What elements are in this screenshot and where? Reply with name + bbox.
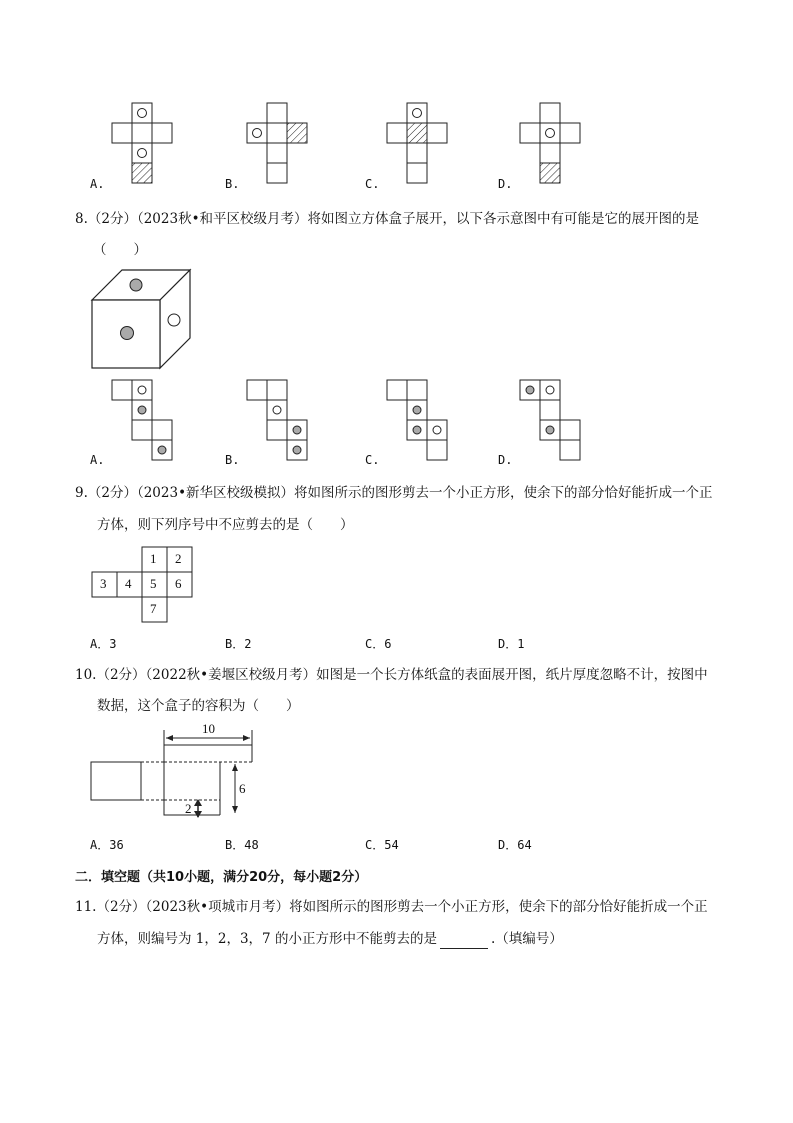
q9-cell-1: 1 xyxy=(150,551,157,566)
q7-option-b-label[interactable]: B. xyxy=(225,177,240,191)
q8-option-a-net xyxy=(112,380,182,465)
q8-option-c-net xyxy=(387,380,457,465)
q7-option-c-label[interactable]: C. xyxy=(365,177,380,191)
q7-option-a-label[interactable]: A. xyxy=(90,177,105,191)
q8-question-text: 8.（2分）（2023秋•和平区校级月考）将如图立方体盒子展开，以下各示意图中有可能是它的展开图的是 xyxy=(75,211,700,227)
q9-cell-2: 2 xyxy=(175,551,182,566)
q7-option-a-net xyxy=(110,103,190,193)
q8-option-a-label[interactable]: A. xyxy=(90,453,105,467)
q11-question-text: 11.（2分）（2023秋•项城市月考）将如图所示的图形剪去一个小正方形，使余下的部分恰好能折成一个正 xyxy=(75,899,708,915)
q11-answer-blank[interactable] xyxy=(440,934,488,949)
q9-option-d[interactable]: D．1 xyxy=(498,637,525,651)
q8-option-c-label[interactable]: C. xyxy=(365,453,380,467)
q8-question-paren: （ ） xyxy=(93,242,147,258)
q10-option-c[interactable]: C．54 xyxy=(365,838,399,852)
q9-cell-4: 4 xyxy=(125,576,132,591)
q10-box-net-figure xyxy=(88,720,263,825)
q7-option-d-label[interactable]: D. xyxy=(498,177,513,191)
q11-question-text-cont xyxy=(97,929,563,949)
q7-option-d-net xyxy=(518,103,598,193)
q8-option-d-label[interactable]: D. xyxy=(498,453,513,467)
q10-dim-top-label: 10 xyxy=(202,721,215,736)
q9-option-b[interactable]: B．2 xyxy=(225,637,252,651)
q9-cell-6: 6 xyxy=(175,576,182,591)
q11-text-pre: 方体，则编号为 1，2，3，7 的小正方形中不能剪去的是 xyxy=(97,931,437,947)
q10-question-text-cont: 数据，这个盒子的容积为（ ） xyxy=(97,698,300,714)
q7-option-c-net xyxy=(385,103,465,193)
q8-cube-figure xyxy=(90,268,200,373)
q9-option-a[interactable]: A．3 xyxy=(90,637,117,651)
q9-grid-figure xyxy=(90,545,195,625)
q9-cell-3: 3 xyxy=(100,576,107,591)
q8-option-b-label[interactable]: B. xyxy=(225,453,240,467)
q10-option-b[interactable]: B．48 xyxy=(225,838,259,852)
q8-option-d-net xyxy=(520,380,590,465)
q11-text-post: .（填编号） xyxy=(490,931,563,947)
section-fill-in-heading: 二．填空题（共10小题，满分20分，每小题2分） xyxy=(75,870,368,885)
q9-option-c[interactable]: C．6 xyxy=(365,637,392,651)
q10-question-text: 10.（2分）（2022秋•姜堰区校级月考）如图是一个长方体纸盒的表面展开图，纸片厚度忽略不计，按图中 xyxy=(75,667,708,683)
q9-question-text: 9.（2分）（2023•新华区校级模拟）将如图所示的图形剪去一个小正方形，使余下的部分恰好能折成一个正 xyxy=(75,485,713,501)
q9-cell-5: 5 xyxy=(150,576,157,591)
q10-dim-small-label: 2 xyxy=(185,801,192,816)
q8-option-b-net xyxy=(247,380,317,465)
q10-option-a[interactable]: A．36 xyxy=(90,838,124,852)
q10-dim-right-label: 6 xyxy=(239,781,246,796)
q9-cell-7: 7 xyxy=(150,601,157,616)
q7-option-b-net xyxy=(245,103,325,193)
q10-option-d[interactable]: D．64 xyxy=(498,838,532,852)
q9-question-text-cont: 方体，则下列序号中不应剪去的是（ ） xyxy=(97,517,354,533)
